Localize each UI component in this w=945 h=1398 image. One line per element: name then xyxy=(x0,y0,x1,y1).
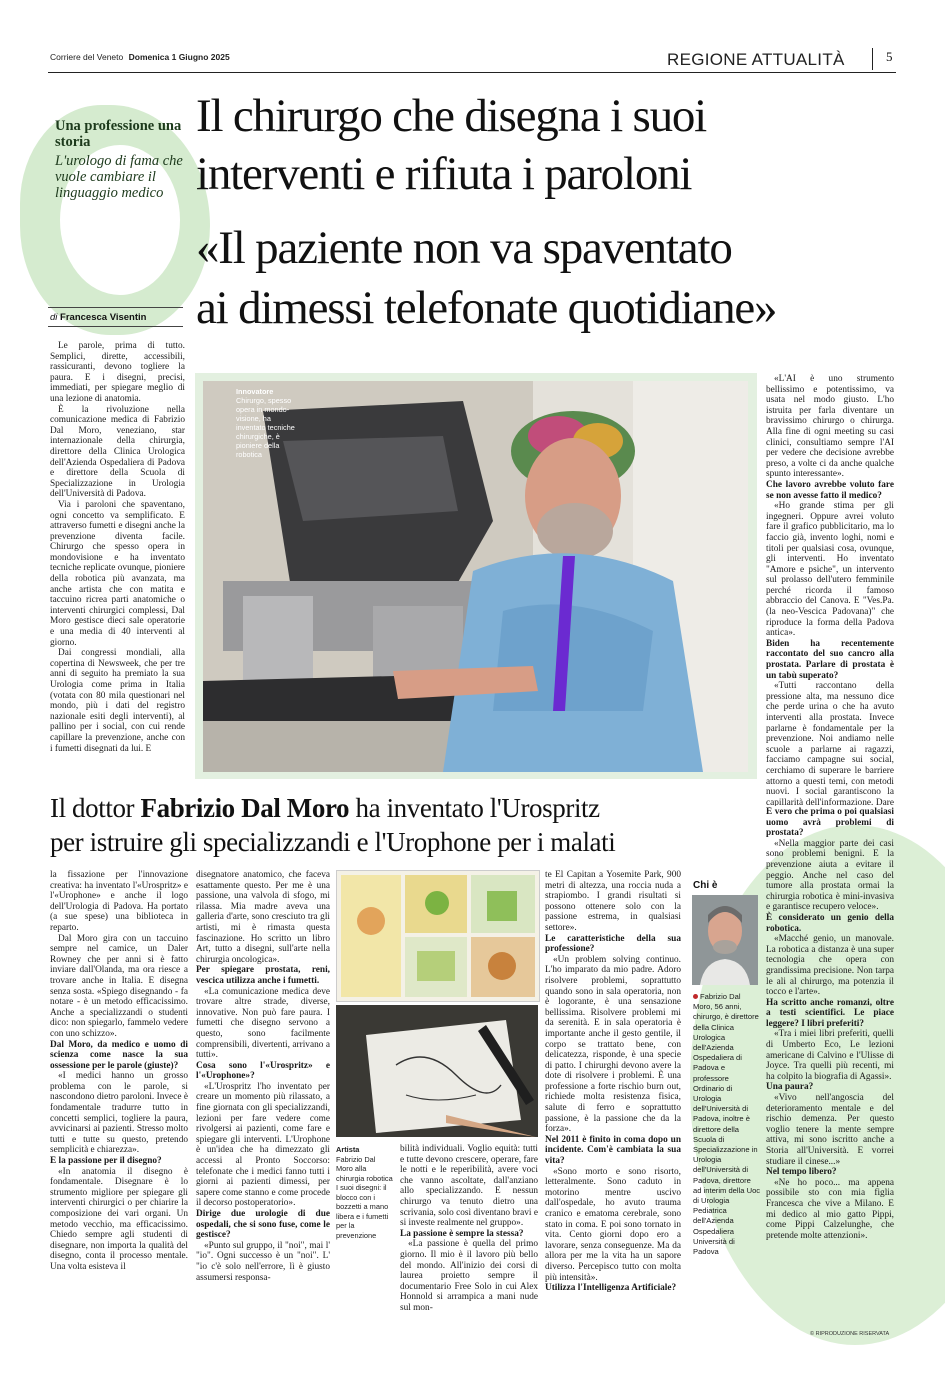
question: Per spiegare prostata, reni, vescica utilizza anche i fumetti. xyxy=(196,965,330,986)
subheadline-line-2: per istruire gli specializzandi e l'Urophone per i malati xyxy=(50,827,616,857)
question: Una paura? xyxy=(766,1082,814,1093)
byline-prefix: di xyxy=(50,312,58,323)
question: È vero che prima o poi qualsiasi uomo avrà problemi di prostata? xyxy=(766,807,894,839)
chi-e-text: Fabrizio Dal Moro, 56 anni, chirurgo, è direttore della Clinica Urologica dell'Azienda Ospedaliera di Padova e professore Ordinario di Urologia dell'Università di Padova, inoltre è direttore della Scuola di Specializzazione in Urologia dell'Università di Padova, direttore ad interim della Uoc di Urologia Pediatrica dell'Azienda Ospedaliera Università di Padova xyxy=(693,992,761,1257)
article-col-b2 xyxy=(196,870,330,1346)
photo-caption-text: Chirurgo, spesso opera in mondo-visione, ha inventato tecniche chirurgiche, è pioniere della robotica xyxy=(236,396,295,459)
article-col-b1 xyxy=(50,870,188,1346)
subheadline-post: ha inventato l'Urospritz xyxy=(355,793,600,823)
question: Cosa sono l'«Urospritz» e l'«Urophone»? xyxy=(196,1060,330,1082)
paragraph: Via i paroloni che spaventano, ogni concetto va semplificato. E attraverso fumetti e disegni anche la prevenzione diventa facile. Chirurgo che spesso opera in mondovisione e ha inventato tecniche replicate ovunque, pioniere della robotica più avanzata, ma anche artista che con matita e taccuino ricrea parti anatomiche o interventi chirurgici complessi, Dal Moro gestisce dieci sale operatorie e una media di 40 interventi al giorno. xyxy=(50,499,185,648)
question: È considerato un genio della robotica. xyxy=(766,912,894,934)
drawings-caption xyxy=(336,1145,394,1240)
question: Biden ha recentemente raccontato del suo cancro alla prostata. Parlare di prostata è un tabù superato? xyxy=(766,638,894,681)
headline-line-2: interventi e rifiuta i paroloni xyxy=(196,148,692,200)
comic-panels-illustration xyxy=(337,871,539,1001)
question: Che lavoro avrebbe voluto fare se non avesse fatto il medico? xyxy=(766,479,894,501)
comic-drawing xyxy=(336,870,540,1002)
question: E la passione per il disegno? xyxy=(50,1156,162,1167)
article-col-b4 xyxy=(545,870,681,1346)
photo-caption-title: Innovatore xyxy=(236,387,274,396)
byline-rule-top xyxy=(48,307,183,308)
paragraph: bilità individuali. Voglio equità: tutti e tutte devono crescere, operare, fare le notti e le reperibilità, avere voci che vanno ascoltate, dall'anziano allo specializzando. E nessun chirurgo va tenuto dietro una scrivania, solo così diventano bravi e si investe realmente nel gruppo». xyxy=(400,1144,538,1229)
copyright-note: © RIPRODUZIONE RISERVATA xyxy=(810,1331,890,1337)
byline-author: Francesca Visentin xyxy=(60,312,147,323)
question: Ha scritto anche romanzi, oltre a testi scientifici. Le piace leggere? I libri preferiti? xyxy=(766,997,894,1029)
paragraph: «Sono morto e sono risorto, letteralmente. Sono caduto in motorino mentre uscivo dall'ospedale, ho avuto trauma cranico e ematoma cerebrale, sono stato in coma. E poi sono tornato in vita. Cento giorni dopo ero a lavorare, senza conseguenze. Ma da allora per me la vita ha un sapore diverso. Percepisco tutto con molta più intensità». xyxy=(545,1166,681,1283)
notebook-sketch-illustration xyxy=(336,1005,538,1137)
paragraph: te El Capitan a Yosemite Park, 900 metri di altezza, una roccia nuda a strapiombo. I grandi risultati si possono ottenere solo con la passione estrema, in qualsiasi settore». xyxy=(545,870,681,933)
header-rule xyxy=(48,72,896,73)
paragraph: disegnatore anatomico, che faceva esattamente questo. Per me è una passione, una valvola di sfogo, mi rilassa. Mia madre aveva una galleria d'arte, sono cresciuto tra gli artisti, mi è rimasta questa fascinazione. Ho scritto un libro Art, tutto a disegni, sull'arte nella chirurgia oncologica». xyxy=(196,870,330,965)
paragraph: Le parole, prima di tutto. Semplici, dirette, accessibili, rassicuranti, devono togliere la paura. E i disegni, precisi, immediati, per spiegare meglio di una lezione di anatomia. xyxy=(50,341,185,404)
kicker-title: Una professione una storia xyxy=(55,118,182,150)
chi-e-title: Chi è xyxy=(693,880,718,891)
paragraph: «La passione è quella del primo giorno. Il mio è il lavoro più bello del mondo. All'inizio dei corsi di laurea proietto sempre il documentario Free Solo in cui Alex Honnold si arrampica a mani nude sul mon- xyxy=(400,1239,538,1313)
paragraph: «Ne ho poco... ma appena possibile sto con mia figlia Francesca che vive a Milano. E mi dedico al mio gatto Pippi, come Pippi Calzelunghe, che pretende molte attenzioni». xyxy=(766,1177,894,1241)
portrait-photo xyxy=(692,895,758,985)
red-dot-icon xyxy=(693,994,698,999)
byline-rule-bottom xyxy=(48,326,183,327)
question: Le caratteristiche della sua professione? xyxy=(545,933,681,955)
paragraph: «Tutti raccontano della pressione alta, ma nessuno dice che perde urina o che ha avuto interventi alla prostata. Invece parlarne è fondamentale per la prevenzione. Noi andiamo nelle scuole a parlarne ai ragazzi, facciamo campagne sui social, cerchiamo di superare le barriere attorno a questi temi, con metodi nuovi. I social garantiscono la capillarità dell'informazione. Dare xyxy=(766,681,894,806)
headline-line-1: Il chirurgo che disegna i suoi xyxy=(196,90,707,142)
kicker-text: L'urologo di fama che vuole cambiare il linguaggio medico xyxy=(55,153,183,201)
headline-line-4: ai dimessi telefonate quotidiane» xyxy=(196,282,777,334)
masthead xyxy=(50,52,230,62)
paragraph: Dai congressi mondiali, alla copertina di Newsweek, che per tre anni di seguito ha premiato la sua Urologia come prima in Italia (votata con 80 mila questionari nel mondo, più i dati del registro nazionale esiti degli interventi), al pallino per i social, con cui rende capillare la prevenzione, anche con i fumetti disegnati da lui. E xyxy=(50,648,185,754)
paragraph: «Un problem solving continuo. L'ho imparato da mio padre. Adoro risolvere problemi, soprattutto quando sono in sala operatoria, non è logorante, è una sensazione bellissima. Risolvere problemi mi da serenità. E in sala operatoria è importante anche il gesto gentile, il corpo se trattato bene, con delicatezza, risponde, è una specie di patto. I chirurghi devono avere la dote di risolvere i problemi. È una professione a forte rischio burn out, richiede molta resistenza fisica, salute di ferro e soprattutto passione, è la passione che da la forza». xyxy=(545,954,681,1135)
paper-name: Corriere del Veneto xyxy=(50,52,124,62)
paragraph: «Macché genio, un manovale. La robotica a distanza è una super tecnologia che opera con grandissima precisione. Non tarpa le ali al chirurgo, ma potenzia il tocco e l'arte». xyxy=(766,934,894,998)
subheadline-pre: Il dottor xyxy=(50,793,135,823)
question: La passione è sempre la stessa? xyxy=(400,1228,524,1239)
header-divider xyxy=(872,48,873,70)
paragraph: «L'Urospritz l'ho inventato per creare un momento più rilassato, a fine giornata con gli specializzandi, lezioni per fare vedere come rivolgersi ai pazienti, come fare e spiegare gli interventi. L'Urophone è un'idea che ha dimezzato gli accessi al Pronto Soccorso: telefonate che i medici fanno tutti i giorni ai pazienti dimessi, per sapere come stanno e come procede il decorso postoperatorio». xyxy=(196,1081,330,1209)
photo-caption xyxy=(236,387,298,459)
article-col-b3 xyxy=(400,1144,538,1346)
paragraph: «Tra i miei libri preferiti, quelli di Umberto Eco, Le lezioni americane di Calvino e l'Ulisse di Joyce. Tra quelli più recenti, mi ha colpito la biografia di Agassi». xyxy=(766,1029,894,1082)
paragraph: «I medici hanno un grosso problema con le parole, si nascondono dietro paroloni. Invece è fondamentale tradurre tutto in concetti semplici, togliere la paura, avvicinarsi ai pazienti. Stresso molto tutti e tutte su questo, pretendo semplicità e chiarezza». xyxy=(50,1071,188,1156)
byline xyxy=(50,312,146,323)
headline-line-3: «Il paziente non va spaventato xyxy=(196,222,732,274)
page-number: 5 xyxy=(886,49,893,64)
subheadline-name: Fabrizio Dal Moro xyxy=(140,793,350,823)
paragraph: «Vivo nell'angoscia del deterioramento mentale e del rischio demenza. Per questo voglio tenere la mente sempre attiva, mi sono iscritto anche a Storia all'Università. E vorrei studiare il cinese...» xyxy=(766,1093,894,1167)
question: Dirige due urologie di due ospedali, che si sono fuse, come le gestisce? xyxy=(196,1209,330,1241)
drawings-caption-title: Artista xyxy=(336,1145,360,1154)
paragraph: Dal Moro gira con un taccuino sempre nel camice, un Daler Rowney che per anni si è fatto inviare dall'Olanda, ma ora riesce a trovare anche in Italia. E disegna senza sosta. «Spiego disegnando - fa notare - è un metodo efficacissimo. Anche a specializzandi o studenti dico: non spiegarlo, fammelo vedere con uno schizzo». xyxy=(50,933,188,1039)
paragraph: «L'AI è uno strumento bellissimo e potentissimo, va usata nel modo giusto. L'ho istruita per farla diventare un bravissimo chirurgo o chirurga. Alla fine di ogni meeting su casi clinici, consultiamo sempre l'AI per vedere che decisione avrebbe preso, a volte ci da anche qualche spunto interessante». xyxy=(766,374,894,480)
issue-date: Domenica 1 Giugno 2025 xyxy=(128,52,230,62)
paragraph: la fissazione per l'innovazione creativa: ha inventato l'«Urospritz» e l'«Urophone» e anche il logo dell'Urologia di Padova. Ha portato (a sue spese) una biblioteca in reparto. xyxy=(50,870,188,933)
section-label: REGIONE ATTUALITÀ xyxy=(667,50,845,69)
article-col-left-top xyxy=(50,341,185,779)
portrait-illustration xyxy=(692,895,758,985)
question: Utilizza l'Intelligenza Artificiale? xyxy=(545,1283,677,1294)
question: Dal Moro, da medico e uomo di scienza come nasce la sua ossessione per le parole (giuste)? xyxy=(50,1039,188,1071)
question: Nel tempo libero? xyxy=(766,1167,837,1178)
paragraph: «Ho grande stima per gli ingegneri. Oppure avrei voluto fare il grafico pubblicitario, ma lo faccio già, invento loghi, nomi e titoli per qualsiasi cosa, ovunque, gli interventi. Ho inventato "Amore e psiche", un intervento sul prolasso dell'utero femminile perché ricorda il famoso abbraccio del Canova. E "Ves.Pa. (la neo-Vescica Padovana)" che riproduce la forma della Padova antica». xyxy=(766,501,894,639)
paragraph: «Nella maggior parte dei casi sono problemi benigni. E la prevenzione aiuta a evitare il peggio. Anche nel caso del tumore alla prostata ormai la chirurgia robotica è mini-invasiva e garantisce recupero veloce». xyxy=(766,838,894,913)
article-col-right-bottom xyxy=(766,807,894,1327)
notebook-photo xyxy=(336,1005,538,1137)
subheadline-line-1 xyxy=(50,792,600,824)
article-col-right-top xyxy=(766,374,894,806)
chi-e-text-block xyxy=(693,992,761,1257)
paragraph: «In anatomia il disegno è fondamentale. Disegnare è lo strumento migliore per spiegare gli interventi chirurgici o per chiarire la composizione dei vari organi. Un metodo vecchio, ma efficacissimo. Chiedo sempre agli studenti di disegnare, non importa la qualità del disegno, conta il processo mentale. Una volta esisteva il xyxy=(50,1166,188,1272)
paragraph: «Punto sul gruppo, il "noi", mai l' "io". Ogni successo è un "noi". L' "io c'è solo nell'errore, lì è giusto assumersi responsa- xyxy=(196,1240,330,1283)
question: Nel 2011 è finito in coma dopo un incidente. Com'è cambiata la sua vita? xyxy=(545,1134,681,1167)
paragraph: È la rivoluzione nella comunicazione medica di Fabrizio Dal Moro, veneziano, star internazionale della chirurgia, direttore della Clinica Urologica dell'Azienda Ospedaliera di Padova e direttore della Scuola di Specializzazione in Urologia dell'Università di Padova. xyxy=(50,404,185,500)
paragraph: «La comunicazione medica deve trovare altre strade, diverse, innovative. Non può fare paura. I fumetti che disegno servono a questo, sono facilmente comprensibili, divertenti, arrivano a tutti». xyxy=(196,986,330,1061)
drawings-caption-text: Fabrizio Dal Moro alla chirurgia robotica I suoi disegni: il blocco con i bozzetti a mano libera e i fumetti per la prevenzione xyxy=(336,1154,393,1240)
